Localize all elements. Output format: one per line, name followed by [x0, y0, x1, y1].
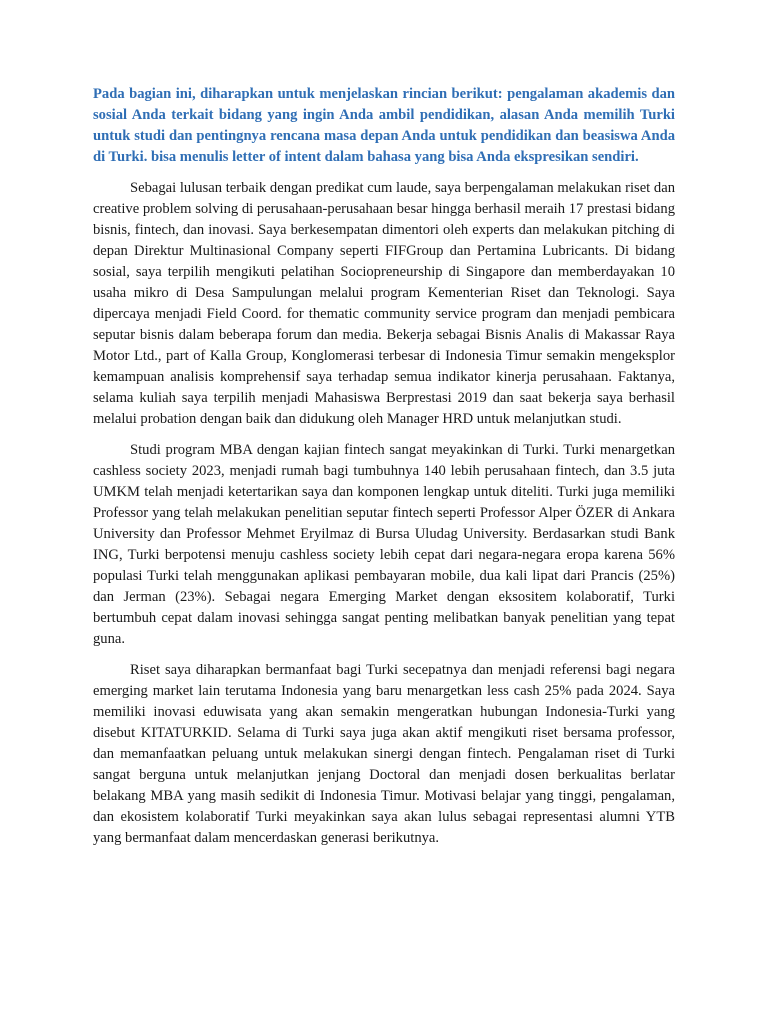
- paragraph-academic-social: Sebagai lulusan terbaik dengan predikat cum laude, saya berpengalaman melakukan riset dan creative problem solving di perusahaan-perusahaan besar hingga berhasil meraih 17 prestasi bidang bisnis, fintech, dan inovasi. Saya berkesempatan dimentori oleh experts dan melakukan pitching di depan Direktur Multinasional Company seperti FIFGroup dan Pertamina Lubricants. Di bidang sosial, saya terpilih mengikuti pelatihan Sociopreneurship di Singapore dan memberdayakan 10 usaha mikro di Desa Sampulungan melalui program Kementerian Riset dan Teknologi. Saya dipercaya menjadi Field Coord. for thematic community service program dan menjadi pembicara seputar bisnis dalam beberapa forum dan media. Bekerja sebagai Bisnis Analis di Makassar Raya Motor Ltd., part of Kalla Group, Konglomerasi terbesar di Indonesia Timur semakin mengeksplor kemampuan analisis komprehensif saya terhadap semua indikator kinerja perusahaan. Faktanya, selama kuliah saya terpilih menjadi Mahasiswa Berprestasi 2019 dan saat bekerja saya berhasil melalui probation dengan baik dan didukung oleh Manager HRD untuk melanjutkan studi.: [93, 180, 675, 427]
- paragraph-reason-turkey: Studi program MBA dengan kajian fintech sangat meyakinkan di Turki. Turki menargetkan cashless society 2023, menjadi rumah bagi tumbuhnya 140 lebih perusahaan fintech, dan 3.5 juta UMKM telah menjadi ketertarikan saya dan komponen lengkap untuk diteliti. Turki juga memiliki Professor yang telah melakukan penelitian seputar fintech seperti Professor Alper ÖZER di Ankara University dan Professor Mehmet Eryilmaz di Bursa Uludag University. Berdasarkan studi Bank ING, Turki berpotensi menuju cashless society lebih cepat dari negara-negara eropa karena 56% populasi Turki telah menggunakan aplikasi pembayaran mobile, dua kali lipat dari Prancis (25%) dan Jerman (23%). Sebagai negara Emerging Market dengan eksositem kolaboratif, Turki bertumbuh cepat dalam inovasi sehingga sangat penting melibatkan banyak penelitian yang tepat guna.: [93, 442, 675, 647]
- paragraph-future-plan: Riset saya diharapkan bermanfaat bagi Turki secepatnya dan menjadi referensi bagi negara emerging market lain terutama Indonesia yang baru menargetkan less cash 25% pada 2024. Saya memiliki inovasi eduwisata yang akan semakin mengeratkan hubungan Indonesia-Turki yang disebut KITATURKID. Selama di Turki saya juga akan aktif mengikuti riset bersama professor, dan memanfaatkan peluang untuk melakukan sinergi dengan fintech. Pengalaman riset di Turki sangat berguna untuk melanjutkan jenjang Doctoral dan menjadi dosen berkualitas berlatar belakang MBA yang masih sedikit di Indonesia Timur. Motivasi belajar yang tinggi, pengalaman, dan ekosistem kolaboratif Turki meyakinkan saya akan lulus sebagai representasi alumni YTB yang bermanfaat dalam mencerdaskan generasi berikutnya.: [93, 662, 675, 846]
- prompt-heading: Pada bagian ini, diharapkan untuk menjelaskan rincian berikut: pengalaman akademis dan sosial Anda terkait bidang yang ingin Anda ambil pendidikan, alasan Anda memilih Turki untuk studi dan pentingnya rencana masa depan Anda untuk pendidikan dan beasiswa Anda di Turki. bisa menulis letter of intent dalam bahasa yang bisa Anda ekspresikan sendiri.: [93, 86, 675, 165]
- document-page: [93, 84, 675, 859]
